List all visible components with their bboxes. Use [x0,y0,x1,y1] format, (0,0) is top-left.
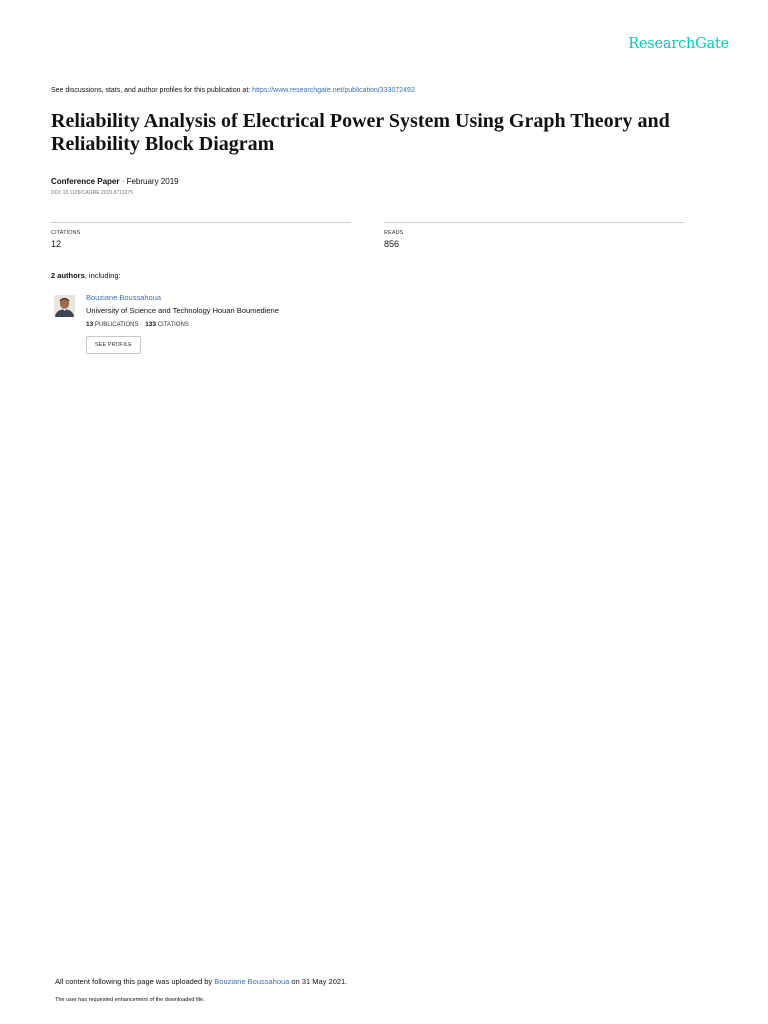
publication-link[interactable]: https://www.researchgate.net/publication/333072492 [252,87,415,94]
author-affiliation: University of Science and Technology Houari Boumediene [86,306,279,315]
author-publications-count: 13 [86,321,94,328]
citations-label: CITATIONS [51,230,81,236]
upload-suffix: on 31 May 2021. [289,977,348,986]
publication-meta [51,177,179,186]
publication-doi: DOI: 10.1109/CAGRE.2019.8713275 [51,190,133,196]
authors-count: 2 authors [51,271,85,280]
authors-including: , including: [84,271,121,280]
author-publications-label: PUBLICATIONS [94,322,139,328]
reads-stat [384,222,684,249]
see-discussions-text: See discussions, stats, and author profiles for this publication at: [51,87,253,94]
enhancement-note: The user has requested enhancement of the downloaded file. [55,997,205,1003]
author-citations-count: 133 [145,321,157,328]
uploader-link[interactable]: Bouziane Boussahoua [214,977,290,986]
meta-separator: · [119,177,127,186]
see-discussions-line [51,87,415,94]
researchgate-logo[interactable]: ResearchGate [628,36,729,52]
reads-label: READS [384,230,404,236]
author-name-link[interactable]: Bouziane Boussahoua [86,293,162,302]
publication-type: Conference Paper [51,177,120,186]
upload-info-line [55,977,347,986]
citations-value: 12 [51,239,62,249]
author-stats [86,321,189,328]
upload-prefix: All content following this page was uploaded by [55,977,215,986]
authors-count-line [51,271,121,280]
author-avatar[interactable] [54,295,75,317]
publication-date: February 2019 [126,177,179,186]
citations-stat [51,222,351,249]
see-profile-button[interactable]: SEE PROFILE [86,336,141,354]
publication-title: Reliability Analysis of Electrical Power System Using Graph Theory and Reliability Block Diagram [51,110,670,155]
author-citations-label: CITATIONS [157,322,189,328]
person-photo-icon [54,295,75,317]
reads-value: 856 [384,239,400,249]
